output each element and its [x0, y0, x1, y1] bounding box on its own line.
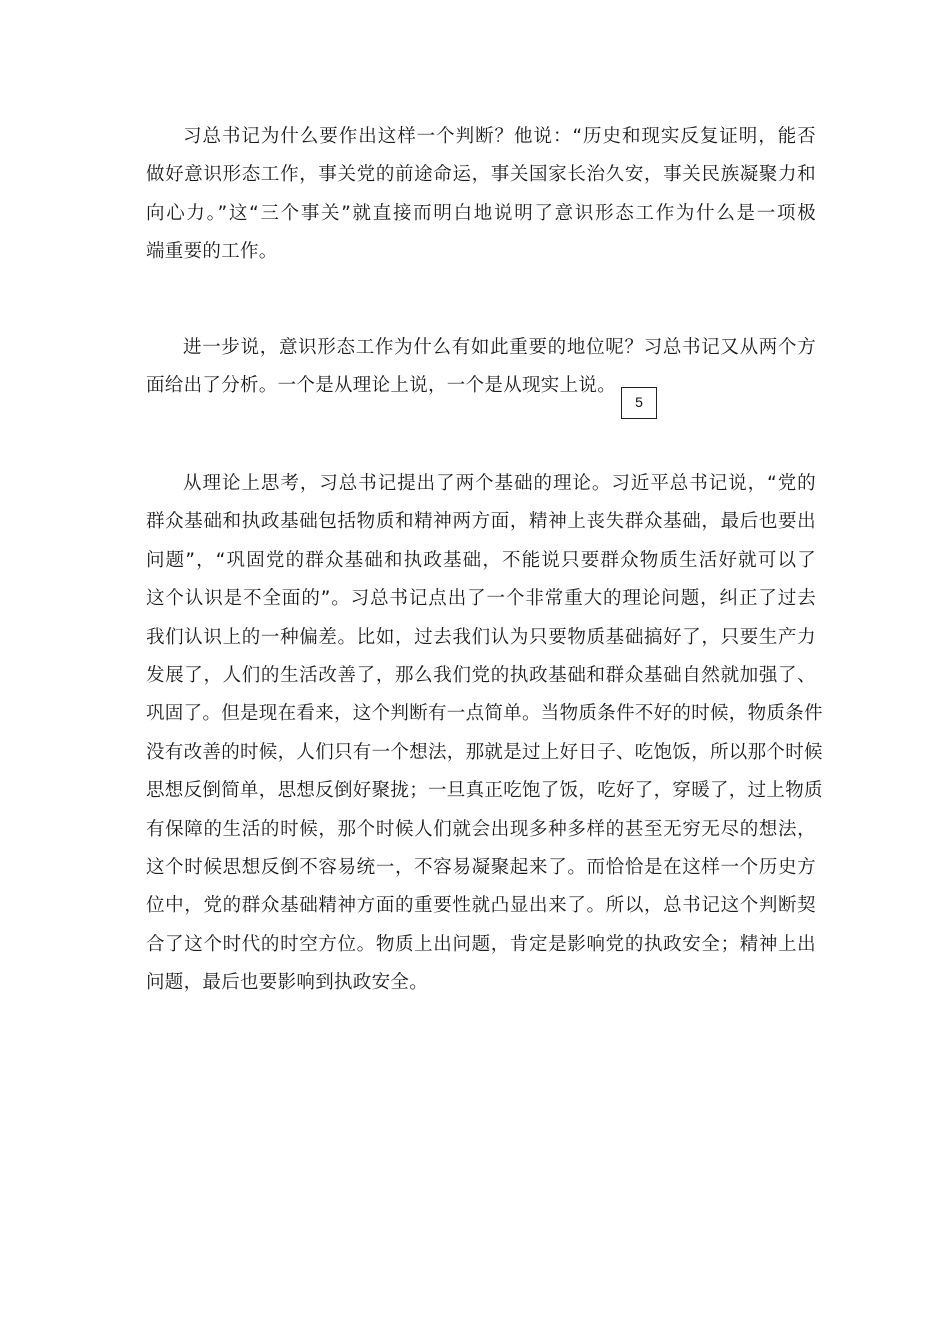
paragraph-line: 从理论上思考，习总书记提出了两个基础的理论。习近平总书记说，“党的	[183, 473, 816, 494]
paragraph-1	[146, 118, 816, 272]
note-marker-box: 5	[621, 387, 657, 419]
paragraph-line: 面给出了分析。一个是从理论上说，一个是从现实上说。	[146, 375, 617, 397]
paragraph-line: 这个时候思想反倒不容易统一，不容易凝聚起来了。而恰恰是在这样一个历史方	[146, 857, 816, 879]
paragraph-line: 进一步说，意识形态工作为什么有如此重要的地位呢？习总书记又从两个方	[183, 337, 816, 358]
paragraph-line: 巩固了。但是现在看来，这个判断有一点简单。当物质条件不好的时候，物质条件	[146, 703, 823, 725]
paragraph-line: 群众基础和执政基础包括物质和精神两方面，精神上丧失群众基础，最后也要出	[146, 511, 816, 533]
paragraph-line: 问题，最后也要影响到执政安全。	[146, 972, 429, 994]
paragraph-line: 合了这个时代的时空方位。物质上出问题，肯定是影响党的执政安全；精神上出	[146, 933, 816, 955]
paragraph-line: 我们认识上的一种偏差。比如，过去我们认为只要物质基础搞好了，只要生产力	[146, 626, 816, 648]
paragraph-line: 位中，党的群众基础精神方面的重要性就凸显出来了。所以，总书记这个判断契	[146, 895, 816, 917]
paragraph-2	[146, 329, 816, 406]
paragraph-line: 做好意识形态工作，事关党的前途命运，事关国家长治久安，事关民族凝聚力和	[146, 164, 816, 186]
paragraph-line: 向心力。”这“三个事关”就直接而明白地说明了意识形态工作为什么是一项极	[146, 202, 816, 224]
paragraph-line: 这个认识是不全面的”。习总书记点出了一个非常重大的理论问题，纠正了过去	[146, 588, 816, 610]
paragraph-line: 问题”，“巩固党的群众基础和执政基础，不能说只要群众物质生活好就可以了	[146, 549, 816, 571]
paragraph-line: 思想反倒简单，思想反倒好聚拢；一旦真正吃饱了饭，吃好了，穿暖了，过上物质	[146, 780, 823, 802]
paragraph-3	[146, 465, 823, 1003]
paragraph-line: 习总书记为什么要作出这样一个判断？他说：“历史和现实反复证明，能否	[183, 126, 816, 147]
paragraph-line: 有保障的生活的时候，那个时候人们就会出现多种多样的甚至无穷无尽的想法，	[146, 818, 816, 840]
paragraph-line: 没有改善的时候，人们只有一个想法，那就是过上好日子、吃饱饭，所以那个时候	[146, 741, 823, 763]
paragraph-line: 发展了，人们的生活改善了，那么我们党的执政基础和群众基础自然就加强了、	[146, 665, 816, 687]
paragraph-line: 端重要的工作。	[146, 241, 278, 263]
